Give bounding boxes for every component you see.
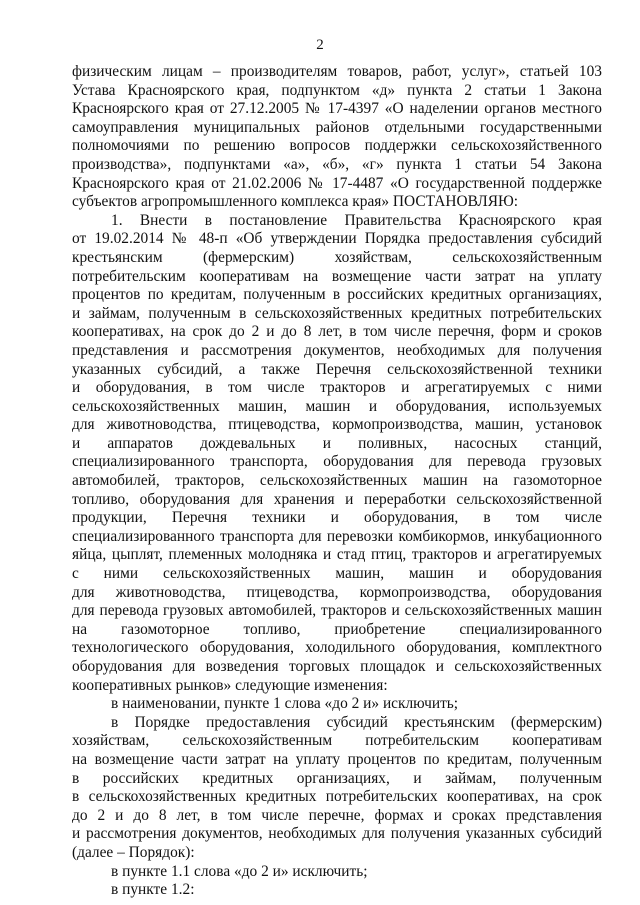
text-line: производства», подпунктами «а», «б», «г» пункта 1 статьи 54 Закона [72, 155, 602, 173]
text-line: хозяйствам, сельскохозяйственным потребительским кооперативам [72, 732, 602, 750]
text-line: кооперативных рынков» следующие изменения: [72, 676, 388, 694]
text-line: потребительским кооперативам на возмещение части затрат на уплату [72, 267, 602, 285]
text-line: Устава Красноярского края, подпунктом «д» пункта 2 статьи 1 Закона [72, 81, 602, 99]
text-line: и рассмотрения документов, необходимых для получения указанных субсидий [72, 825, 602, 843]
text-line: (далее – Порядок): [72, 843, 195, 861]
text-line: для животноводства, птицеводства, кормопроизводства, машин, установок [72, 416, 602, 434]
page-number: 2 [316, 37, 324, 53]
text-line: представления и рассмотрения документов, необходимых для получения [72, 341, 602, 359]
text-line: с ними сельскохозяйственных машин, машин и оборудования [72, 565, 602, 583]
text-line: специализированного транспорта для перевозки комбикормов, инкубационного [72, 527, 602, 545]
text-line: автомобилей, тракторов, сельскохозяйственных машин на газомоторное [72, 472, 602, 490]
text-line: кооперативах, на срок до 2 и до 8 лет, в том числе перечня, форм и сроков [72, 323, 602, 341]
text-line: процентов по кредитам, полученным в российских кредитных организациях, [72, 286, 602, 304]
text-line: полномочиями по решению вопросов поддержки сельскохозяйственного [72, 137, 602, 155]
text-line: 1. Внести в постановление Правительства Красноярского края [111, 211, 602, 229]
text-line: на газомоторное топливо, приобретение специализированного [72, 620, 602, 638]
text-line: в сельскохозяйственных кредитных потребительских кооперативах, на срок [72, 788, 602, 806]
document-body [72, 63, 602, 900]
text-line: оборудования для возведения торговых площадок и сельскохозяйственных [72, 658, 602, 675]
text-line: субъектов агропромышленного комплекса края» ПОСТАНОВЛЯЮ: [72, 193, 519, 211]
text-line: самоуправления муниципальных районов отдельными государственными [72, 118, 602, 136]
text-line: технологического оборудования, холодильного оборудования, комплектного [72, 639, 602, 657]
text-line: для животноводства, птицеводства, кормопроизводства, оборудования [72, 583, 602, 601]
text-line: и займам, полученным в сельскохозяйственных кредитных потребительских [72, 304, 602, 322]
text-line: крестьянским (фермерским) хозяйствам, сельскохозяйственным [72, 248, 602, 266]
text-line: до 2 и до 8 лет, в том числе перечне, формах и сроках представления [72, 806, 602, 824]
text-line: в пункте 1.1 слова «до 2 и» исключить; [111, 862, 368, 880]
text-line: в пункте 1.2: [111, 881, 195, 899]
text-line: в наименовании, пункте 1 слова «до 2 и» исключить; [111, 695, 459, 713]
text-line: яйца, цыплят, племенных молодняка и стад птиц, тракторов и агрегатируемых [72, 546, 602, 564]
text-line: продукции, Перечня техники и оборудования, в том числе [72, 509, 602, 527]
text-line: сельскохозяйственных машин, машин и оборудования, используемых [72, 397, 602, 415]
text-line: в Порядке предоставления субсидий крестьянским (фермерским) [111, 713, 602, 731]
text-line: специализированного транспорта, оборудования для перевода грузовых [72, 453, 602, 471]
text-line: топливо, оборудования для хранения и переработки сельскохозяйственной [72, 490, 602, 508]
text-line: указанных субсидий, а также Перечня сельскохозяйственной техники [72, 360, 602, 378]
text-line: для перевода грузовых автомобилей, тракторов и сельскохозяйственных машин [72, 602, 602, 620]
text-line: физическим лицам – производителям товаров, работ, услуг», статьей 103 [72, 63, 602, 80]
text-line: от 19.02.2014 № 48-п «Об утверждении Порядка предоставления субсидий [72, 230, 602, 248]
text-line: на возмещение части затрат на уплату процентов по кредитам, полученным [72, 750, 602, 768]
text-line: Красноярского края от 21.02.2006 № 17-4487 «О государственной поддержке [72, 174, 602, 192]
text-line: в российских кредитных организациях, и займам, полученным [72, 769, 602, 787]
text-line: и оборудования, в том числе тракторов и агрегатируемых с ними [72, 379, 602, 397]
text-line: Красноярского края от 27.12.2005 № 17-4397 «О наделении органов местного [72, 100, 602, 118]
text-line: и аппаратов дождевальных и поливных, насосных станций, [72, 434, 602, 452]
